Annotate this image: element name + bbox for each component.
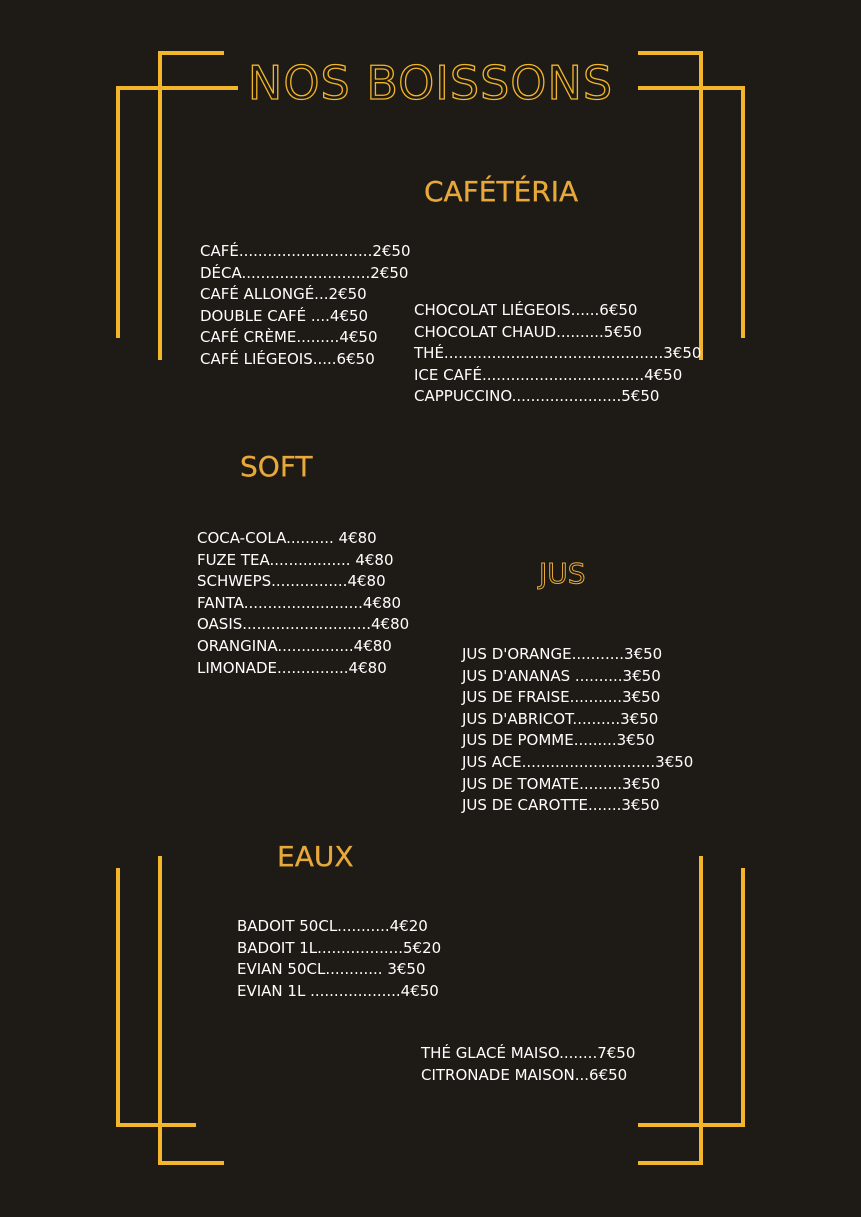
list-item: EVIAN 50CL............ 3€50 [237, 960, 426, 979]
list-item: CHOCOLAT CHAUD..........5€50 [414, 322, 642, 341]
frame-bottom-left-inner [118, 870, 194, 1125]
list-item: JUS D'ORANGE...........3€50 [462, 645, 663, 663]
list-item: DOUBLE CAFÉ ....4€50 [200, 306, 369, 325]
list-item: JUS ACE............................3€50 [462, 752, 694, 771]
cafeteria-heading: CAFÉTÉRIA [424, 175, 579, 208]
list-item: CAFÉ ALLONGÉ...2€50 [200, 285, 367, 304]
list-item: THÉ..............................................3€50 [414, 344, 702, 363]
cafeteria-list-right [414, 300, 701, 408]
frame-bottom-left-outer [160, 858, 222, 1163]
maison-list [421, 1043, 635, 1086]
frame-bottom-right-outer [640, 858, 701, 1163]
list-item: JUS DE CAROTTE.......3€50 [462, 796, 660, 815]
list-item: CAPPUCCINO.......................5€50 [414, 387, 660, 406]
list-item: JUS D'ABRICOT..........3€50 [462, 709, 659, 728]
list-item: LIMONADE...............4€80 [197, 658, 387, 677]
list-item: FANTA.........................4€80 [197, 593, 402, 612]
soft-heading: SOFT [240, 450, 313, 483]
list-item: CAFÉ CRÈME.........4€50 [200, 328, 378, 347]
list-item: EVIAN 1L ...................4€50 [237, 981, 439, 1000]
frame-bottom-right-inner [640, 870, 743, 1125]
eaux-list [237, 916, 441, 1002]
soft-list [197, 528, 409, 679]
eaux-heading: EAUX [277, 840, 354, 873]
cafeteria-list-left [200, 241, 411, 371]
frame-top-right-inner [640, 88, 743, 336]
list-item: JUS DE TOMATE.........3€50 [462, 774, 661, 793]
list-item: CITRONADE MAISON...6€50 [421, 1065, 628, 1084]
list-item: SCHWEPS................4€80 [197, 572, 386, 591]
list-item: ICE CAFÉ..................................4€50 [414, 365, 683, 384]
list-item: CHOCOLAT LIÉGEOIS......6€50 [414, 301, 638, 319]
page-title: NOS BOISSONS [247, 56, 614, 110]
jus-list [462, 644, 693, 817]
list-item: JUS DE FRAISE...........3€50 [462, 688, 661, 707]
list-item: JUS D'ANANAS ..........3€50 [462, 666, 661, 685]
list-item: BADOIT 50CL...........4€20 [237, 917, 428, 935]
list-item: BADOIT 1L..................5€20 [237, 938, 442, 957]
list-item: OASIS...........................4€80 [197, 615, 410, 634]
list-item: CAFÉ LIÉGEOIS.....6€50 [200, 349, 375, 368]
list-item: THÉ GLACÉ MAISO........7€50 [421, 1044, 636, 1062]
jus-heading: JUS [539, 557, 586, 590]
list-item: FUZE TEA................. 4€80 [197, 550, 394, 569]
list-item: CAFÉ............................2€50 [200, 242, 411, 260]
list-item: COCA-COLA.......... 4€80 [197, 529, 377, 547]
list-item: JUS DE POMME.........3€50 [462, 731, 655, 750]
list-item: DÉCA...........................2€50 [200, 263, 409, 282]
list-item: ORANGINA................4€80 [197, 636, 392, 655]
